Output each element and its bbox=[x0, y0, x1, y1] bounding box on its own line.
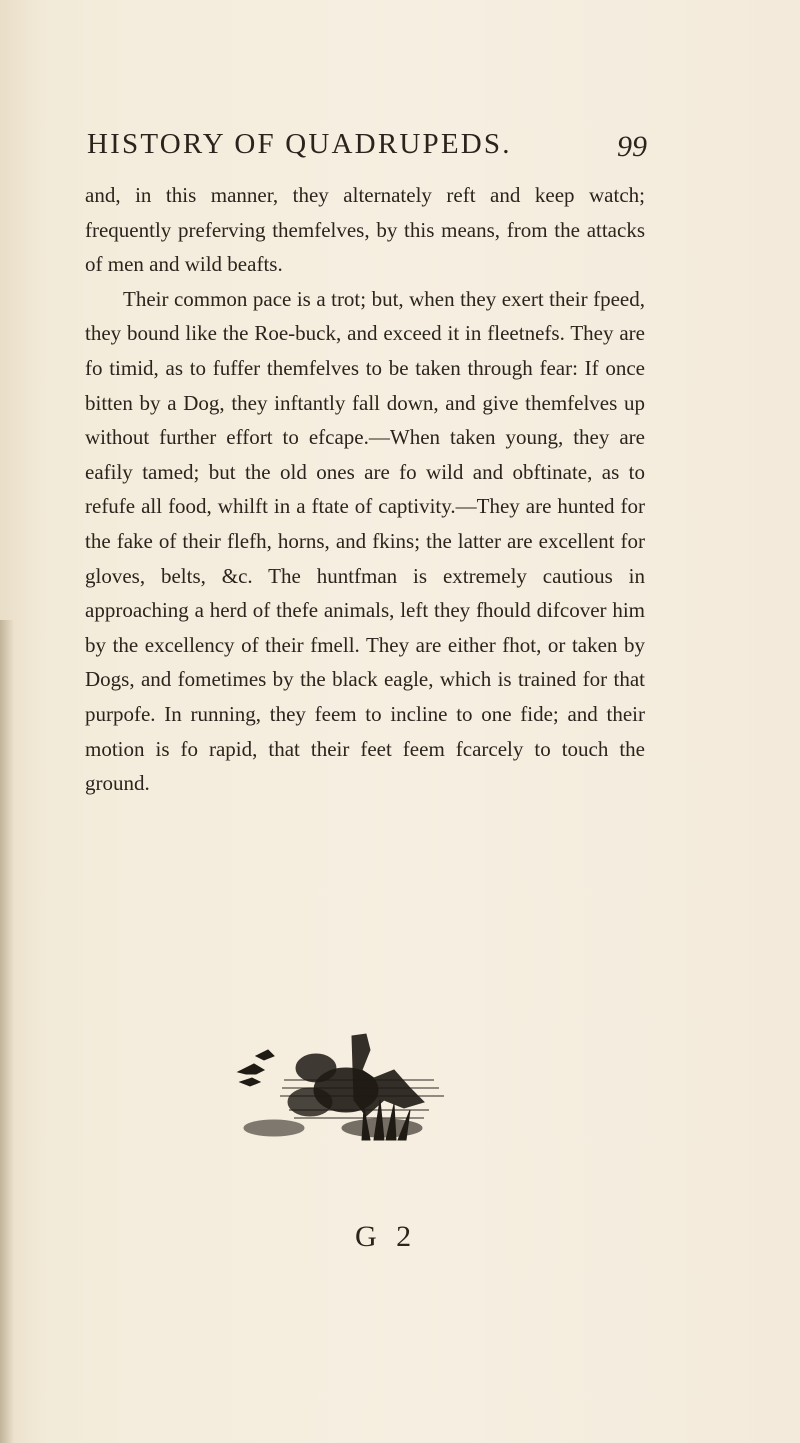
page-number: 99 bbox=[617, 130, 647, 163]
paragraph: and, in this manner, they alternately reft and keep watch; frequently preferving themfelves, by this means, from the attacks of men and wild beafts. bbox=[85, 183, 645, 277]
signature-mark: G 2 bbox=[355, 1220, 418, 1253]
running-title: HISTORY OF QUADRUPEDS. bbox=[87, 128, 512, 160]
vignette-ornament-icon bbox=[234, 1030, 466, 1142]
running-head bbox=[87, 128, 647, 168]
body-text bbox=[85, 178, 645, 801]
page-gutter-shadow bbox=[0, 620, 14, 1443]
paragraph: Their common pace is a trot; but, when they exert their fpeed, they bound like the Roe-buck, and exceed it in fleetnefs. They are fo timid, as to fuffer themfelves to be taken through fear: If once bitten by a Dog, they inftantly fall down, and give themfelves up without further effort to efcape.—When taken young, they are eafily tamed; but the old ones are fo wild and obftinate, as to refufe all food, whilft in a ftate of captivity.—They are hunted for the fake of their flefh, horns, and fkins; the latter are excellent for gloves, belts, &c. The huntfman is extremely cautious in approaching a herd of thefe animals, left they fhould difcover him by the excellency of their fmell. They are either fhot, or taken by Dogs, and fometimes by the black eagle, which is trained for that purpofe. In running, they feem to incline to one fide; and their motion is fo rapid, that their feet feem fcarcely to touch the ground. bbox=[85, 286, 645, 796]
